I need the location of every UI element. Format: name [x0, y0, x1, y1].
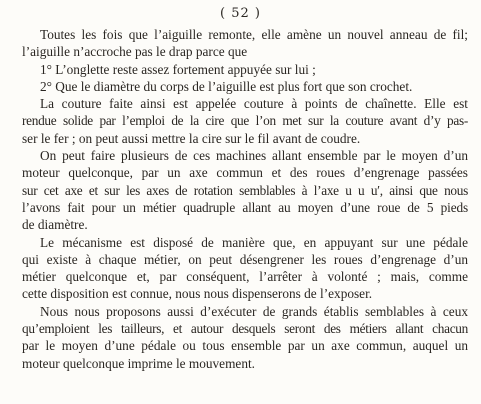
- text-line: ser le fer ; on peut aussi mettre la cire sur le fil avant de coudre.: [22, 130, 361, 146]
- text-line: On peut faire plusieurs de ces machines allant ensemble par le moyen d’un: [40, 148, 468, 164]
- list-item: 1° L’onglette reste assez fortement appuyée sur lui ;: [40, 61, 316, 77]
- text-line: de diamètre.: [22, 217, 88, 233]
- text-line: cette disposition est connue, nous nous dispenserons de l’exposer.: [22, 286, 373, 302]
- text-line: moteur quelconque, par un axe commun et des roues d’engrenage passées: [22, 165, 468, 181]
- text-line: La couture faite ainsi est appelée couture à points de chaînette. Elle est: [40, 96, 468, 112]
- list-item: 2° Que le diamètre du corps de l’aiguille est plus fort que son crochet.: [40, 78, 413, 94]
- text-line: Le mécanisme est disposé de manière que, en appuyant sur une pédale: [40, 234, 468, 250]
- text-line: métier quelconque et, par conséquent, l’arrêter à volonté ; mais, comme: [22, 269, 468, 285]
- text-line: rendue solide par l’emploi de la cire que l’on met sur la couture avant d’y pas-: [22, 113, 468, 129]
- text-line: Toutes les fois que l’aiguille remonte, elle amène un nouvel anneau de fil;: [40, 27, 468, 42]
- text-line: sur cet axe et sur les axes de rotation semblables à l’axe u u u′, ainsi que nous: [22, 182, 468, 198]
- page-text: [22, 26, 468, 372]
- text-line: Nous nous proposons aussi d’exécuter de grands établis semblables à ceux: [40, 303, 468, 319]
- text-line: qu’emploient les tailleurs, et autour desquels seront des métiers allant chacun: [22, 321, 468, 337]
- text-line: qui existe à chaque métier, on peut désengrener les roues d’engrenage d’un: [22, 251, 468, 267]
- page-number: ( 52 ): [220, 6, 261, 21]
- text-line: l’avons fait pour un métier quadruple allant au moyen d’une roue de 5 pieds: [22, 199, 468, 215]
- text-line: par le moyen d’une pédale ou tous ensemble par un axe commun, auquel un: [22, 338, 468, 354]
- text-line: moteur quelconque imprime le mouvement.: [22, 355, 256, 371]
- text-line: l’aiguille n’accroche pas le drap parce que: [22, 44, 248, 60]
